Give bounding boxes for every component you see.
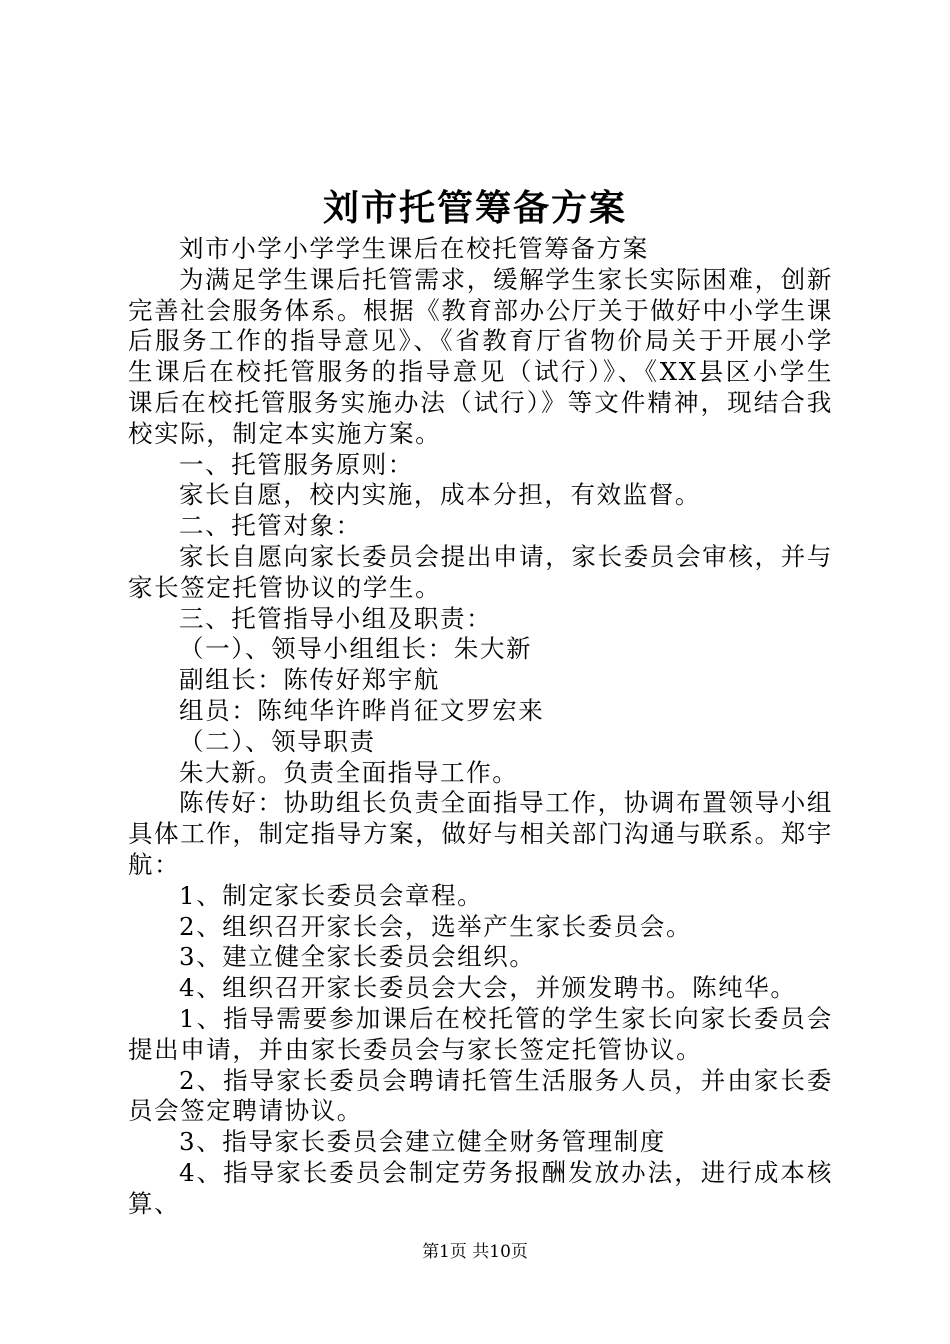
list-item: 1、制定家长委员会章程。 (179, 880, 484, 910)
list-item: 4、组织召开家长委员会大会，并颁发聘书。陈纯华。 (179, 973, 797, 1003)
heading-targets: 二、托管对象： (179, 511, 362, 541)
paragraph-principles: 家长自愿，校内实施，成本分担，有效监督。 (179, 480, 701, 510)
paragraph-intro: 为满足学生课后托管需求，缓解学生家长实际困难，创新完善社会服务体系。根据《教育部办公厅关于做好中小学生课后服务工作的指导意见》、《省教育厅省物价局关于开展小学生课后在校托管服务的指导意见（试行）》、《XX县区小学生课后在校托管服务实施办法（试行）》等文件精神，现结合我校实际，制定本实施方案。 (128, 264, 833, 448)
paragraph-targets: 家长自愿向家长委员会提出申请，家长委员会审核，并与家长签定托管协议的学生。 (128, 541, 833, 602)
list-item: 3、建立健全家长委员会组织。 (179, 942, 536, 972)
page-number: 第1页 共10页 (422, 1242, 528, 1262)
list-item: 3、指导家长委员会建立健全财务管理制度 (179, 1127, 666, 1157)
list-item: 2、组织召开家长会，选举产生家长委员会。 (179, 911, 693, 941)
heading-principles: 一、托管服务原则： (179, 449, 414, 479)
list-item: 4、指导家长委员会制定劳务报酬发放办法，进行成本核算、 (128, 1157, 833, 1218)
paragraph-members: 组员：陈纯华许晔肖征文罗宏来 (179, 695, 545, 725)
paragraph-leader: （一）、领导小组组长：朱大新 (179, 634, 533, 664)
paragraph-duty-zhu: 朱大新。负责全面指导工作。 (179, 757, 519, 787)
paragraph-duty-chen: 陈传好：协助组长负责全面指导工作，协调布置领导小组具体工作，制定指导方案，做好与相关部门沟通与联系。郑宇航： (128, 788, 833, 879)
document-body (128, 234, 833, 1220)
list-item: 2、指导家长委员会聘请托管生活服务人员，并由家长委员会签定聘请协议。 (128, 1065, 833, 1126)
list-item: 1、指导需要参加课后在校托管的学生家长向家长委员会提出申请，并由家长委员会与家长签定托管协议。 (128, 1003, 833, 1064)
heading-duties: （二）、领导职责 (179, 726, 376, 756)
heading-group: 三、托管指导小组及职责： (179, 603, 493, 633)
paragraph-subtitle: 刘市小学小学学生课后在校托管筹备方案 (179, 234, 649, 263)
document-title: 刘市托管筹备方案 (322, 187, 627, 229)
paragraph-deputy: 副组长：陈传好郑宇航 (179, 665, 440, 695)
